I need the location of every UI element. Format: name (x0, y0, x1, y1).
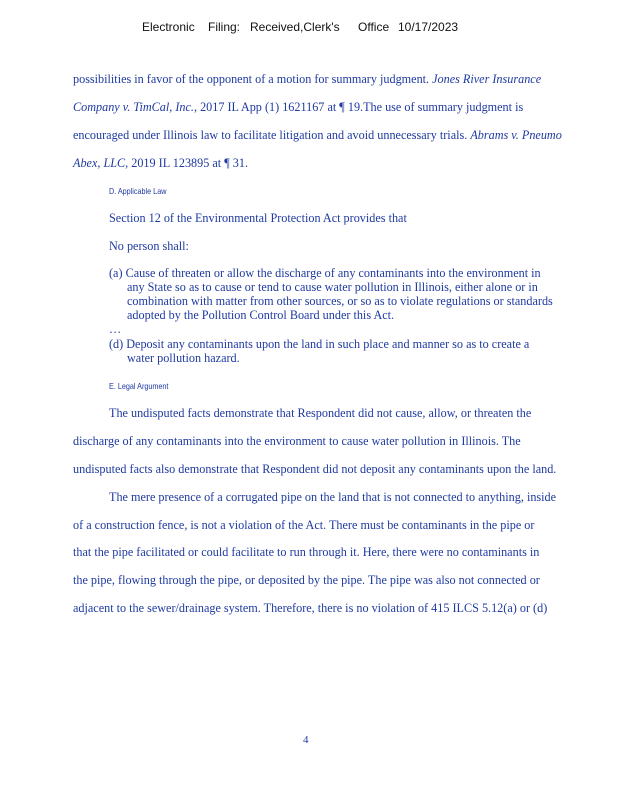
para2-line3: undisputed facts also demonstrate that Respondent did not deposit any contaminants upon the land. (73, 462, 557, 476)
para1-line4: Abex, LLC, 2019 IL 123895 at ¶ 31. (73, 156, 249, 170)
para2-line1: The undisputed facts demonstrate that Respondent did not cause, allow, or threaten the (109, 406, 532, 420)
item-a-line4: adopted by the Pollution Control Board under this Act. (127, 308, 395, 322)
header-office: Office (358, 20, 390, 34)
para3-line3: that the pipe facilitated or could facilitate to run through it. Here, there were no contaminants in (73, 545, 540, 559)
page-number: 4 (303, 734, 309, 746)
para2-line2: discharge of any contaminants into the environment to cause water pollution in Illinois. The (73, 434, 521, 448)
para3-line5: adjacent to the sewer/drainage system. Therefore, there is no violation of 415 ILCS 5.12(a) or (d) (73, 601, 548, 615)
item-a-line1: (a) Cause of threaten or allow the discharge of any contaminants into the environment in (109, 266, 541, 280)
para1-line1: possibilities in favor of the opponent of a motion for summary judgment. Jones River Insurance (73, 72, 542, 86)
no-person-shall: No person shall: (109, 239, 189, 253)
item-d-line1: (d) Deposit any contaminants upon the land in such place and manner so as to create a (109, 337, 530, 351)
para1-line3: encouraged under Illinois law to facilitate litigation and avoid unnecessary trials. Abrams v. Pneumo (73, 128, 562, 142)
heading-legal-argument: E. Legal Argument (109, 381, 169, 391)
item-a-line2: any State so as to cause or tend to cause water pollution in Illinois, either alone or in (127, 280, 538, 294)
item-a-line3: combination with matter from other sources, or so as to violate regulations or standards (127, 294, 553, 308)
ellipsis: … (109, 322, 122, 336)
section12-intro: Section 12 of the Environmental Protection Act provides that (109, 211, 407, 225)
para3-line1: The mere presence of a corrugated pipe on the land that is not connected to anything, inside (109, 490, 557, 504)
para3-line2: of a construction fence, is not a violation of the Act. There must be contaminants in the pipe or (73, 518, 535, 532)
header-filing: Filing: (208, 20, 241, 34)
header-electronic: Electronic (142, 20, 195, 34)
para3-line4: the pipe, flowing through the pipe, or deposited by the pipe. The pipe was also not connected or (73, 573, 540, 587)
item-d-line2: water pollution hazard. (127, 351, 240, 365)
header-date: 10/17/2023 (398, 20, 459, 34)
header-received: Received,Clerk's (250, 20, 340, 34)
heading-applicable-law: D. Applicable Law (109, 186, 167, 196)
para1-line2: Company v. TimCal, Inc., 2017 IL App (1) 1621167 at ¶ 19.The use of summary judgment is (73, 100, 524, 114)
